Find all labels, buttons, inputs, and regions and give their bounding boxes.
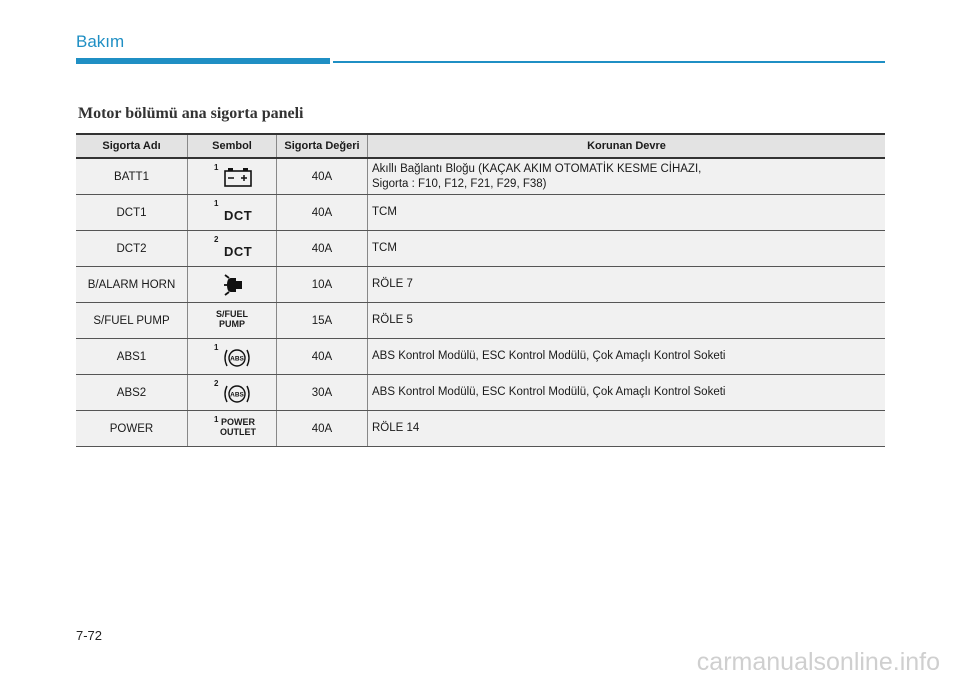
symbol-superscript: 2 bbox=[214, 378, 219, 388]
column-header-name: Sigorta Adı bbox=[76, 134, 188, 158]
page-number: 7-72 bbox=[76, 628, 103, 643]
fuse-value: 40A bbox=[277, 231, 368, 267]
protected-circuit: TCM bbox=[368, 231, 886, 267]
fuse-name: DCT1 bbox=[76, 195, 188, 231]
protected-circuit: ABS Kontrol Modülü, ESC Kontrol Modülü, Çok Amaçlı Kontrol Soketi bbox=[368, 375, 886, 411]
column-header-protected: Korunan Devre bbox=[368, 134, 886, 158]
fuse-value: 10A bbox=[277, 267, 368, 303]
table-row bbox=[76, 339, 885, 375]
symbol-superscript: 1 bbox=[214, 162, 219, 172]
fuse-name: ABS2 bbox=[76, 375, 188, 411]
fuse-name: B/ALARM HORN bbox=[76, 267, 188, 303]
power-outlet-text-icon bbox=[220, 417, 256, 437]
symbol-superscript: 1 bbox=[214, 198, 219, 208]
symbol-superscript: 1 bbox=[214, 342, 219, 352]
table-row bbox=[76, 375, 885, 411]
symbol-text-line-1: S/FUEL bbox=[216, 308, 249, 319]
column-header-value: Sigorta Değeri bbox=[277, 134, 368, 158]
table-row bbox=[76, 231, 885, 267]
fuel-pump-text-icon bbox=[216, 309, 248, 329]
table-header-row bbox=[76, 134, 885, 158]
protected-circuit-line-2: Sigorta : F10, F12, F21, F29, F38) bbox=[372, 177, 547, 190]
symbol-superscript: 2 bbox=[214, 234, 219, 244]
fuse-name: BATT1 bbox=[76, 158, 188, 195]
protected-circuit: RÖLE 14 bbox=[368, 411, 886, 447]
fuse-value: 40A bbox=[277, 158, 368, 195]
fuse-table bbox=[76, 133, 885, 447]
symbol-text: ABS bbox=[230, 391, 244, 398]
section-title: Bakım bbox=[76, 32, 125, 51]
symbol-superscript: 1 bbox=[214, 414, 219, 424]
symbol-text-line-2: PUMP bbox=[219, 318, 246, 329]
fuse-value: 30A bbox=[277, 375, 368, 411]
battery-icon bbox=[224, 167, 252, 187]
protected-circuit: RÖLE 7 bbox=[368, 267, 886, 303]
symbol-text-line-1: POWER bbox=[220, 416, 255, 427]
table-row bbox=[76, 267, 885, 303]
symbol-text: DCT bbox=[224, 243, 253, 259]
header-rule-thin bbox=[333, 61, 885, 63]
abs-icon bbox=[222, 382, 252, 406]
page-heading: Motor bölümü ana sigorta paneli bbox=[78, 105, 304, 122]
fuse-name: POWER bbox=[76, 411, 188, 447]
table-row bbox=[76, 158, 885, 195]
fuse-value: 40A bbox=[277, 411, 368, 447]
fuse-value: 15A bbox=[277, 303, 368, 339]
protected-circuit: Akıllı Bağlantı Bloğu (KAÇAK AKIM OTOMATİK KESME CİHAZI, bbox=[372, 162, 702, 175]
fuse-name: DCT2 bbox=[76, 231, 188, 267]
header-rule-thick bbox=[76, 58, 330, 64]
fuse-name: S/FUEL PUMP bbox=[76, 303, 188, 339]
table-row bbox=[76, 411, 885, 447]
horn-icon bbox=[224, 273, 244, 297]
table-row bbox=[76, 195, 885, 231]
table-row bbox=[76, 303, 885, 339]
symbol-text: ABS bbox=[230, 355, 244, 362]
abs-icon bbox=[222, 346, 252, 370]
protected-circuit: TCM bbox=[368, 195, 886, 231]
dct-icon bbox=[192, 232, 272, 266]
dct-icon bbox=[192, 196, 272, 230]
fuse-name: ABS1 bbox=[76, 339, 188, 375]
protected-circuit: RÖLE 5 bbox=[368, 303, 886, 339]
protected-circuit: ABS Kontrol Modülü, ESC Kontrol Modülü, Çok Amaçlı Kontrol Soketi bbox=[368, 339, 886, 375]
watermark: carmanualsonline.info bbox=[696, 648, 940, 676]
column-header-symbol: Sembol bbox=[188, 134, 277, 158]
fuse-value: 40A bbox=[277, 339, 368, 375]
symbol-text: DCT bbox=[224, 207, 253, 223]
symbol-text-line-2: OUTLET bbox=[220, 426, 256, 437]
fuse-value: 40A bbox=[277, 195, 368, 231]
